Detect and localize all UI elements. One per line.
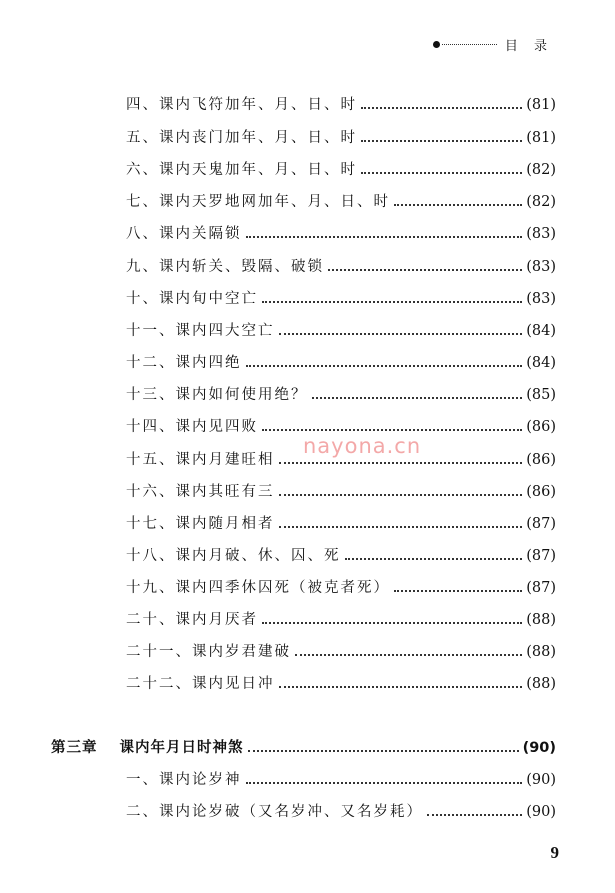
toc-entry[interactable] <box>126 351 556 372</box>
watermark: nayona.cn <box>303 434 422 458</box>
dot-leader <box>279 485 523 496</box>
entry-page: (90) <box>526 804 556 820</box>
entry-page: (86) <box>526 452 556 468</box>
entry-page: (87) <box>526 548 556 564</box>
entry-title: 十八、课内月破、休、囚、死 <box>126 548 341 564</box>
toc-entry[interactable] <box>126 800 556 821</box>
entry-page: (90) <box>526 772 556 788</box>
entry-title: 二十二、课内见日冲 <box>126 676 275 692</box>
entry-title: 六、课内天鬼加年、月、日、时 <box>126 162 357 178</box>
dot-leader <box>361 98 522 109</box>
dot-leader <box>361 131 522 142</box>
entry-title: 十四、课内见四败 <box>126 419 258 435</box>
entry-title: 二十、课内月厌者 <box>126 612 258 628</box>
entry-page: (88) <box>526 676 556 692</box>
entry-page: (86) <box>526 419 556 435</box>
toc-entry[interactable] <box>126 158 556 179</box>
dot-leader <box>246 356 523 367</box>
entry-page: (88) <box>526 612 556 628</box>
entry-page: (88) <box>526 644 556 660</box>
entry-page: (85) <box>526 387 556 403</box>
entry-title: 十、课内旬中空亡 <box>126 291 258 307</box>
dot-leader <box>312 388 523 399</box>
dot-leader <box>345 549 523 560</box>
dot-leader <box>361 163 522 174</box>
page-number: 9 <box>550 843 559 862</box>
bullet-dot-icon <box>433 41 440 48</box>
toc-entry[interactable] <box>126 768 556 789</box>
dot-leader <box>262 292 522 303</box>
entry-page: (83) <box>526 291 556 307</box>
toc-entry[interactable] <box>126 640 556 661</box>
toc-entry[interactable] <box>126 512 556 533</box>
toc-entry[interactable] <box>126 319 556 340</box>
chapter-page: (90) <box>522 740 556 756</box>
entry-page: (81) <box>526 97 556 113</box>
toc-entry[interactable] <box>126 255 556 276</box>
entry-page: (87) <box>526 516 556 532</box>
dot-leader <box>295 645 522 656</box>
toc-entry[interactable] <box>126 415 556 436</box>
dot-leader <box>246 227 523 238</box>
entry-title: 十二、课内四绝 <box>126 355 242 371</box>
entry-page: (83) <box>526 226 556 242</box>
header-rule <box>442 44 497 45</box>
header-title: 目 录 <box>504 39 553 54</box>
chapter-number: 第三章 <box>51 740 98 756</box>
entry-title: 十三、课内如何使用绝？ <box>126 387 308 403</box>
entry-page: (82) <box>526 194 556 210</box>
entry-title: 十九、课内四季休囚死（被克者死） <box>126 580 390 596</box>
running-header <box>433 35 553 54</box>
dot-leader <box>394 195 522 206</box>
dot-leader <box>328 260 522 271</box>
entry-title: 十六、课内其旺有三 <box>126 484 275 500</box>
toc-entry[interactable] <box>126 222 556 243</box>
entry-title: 二十一、课内岁君建破 <box>126 644 291 660</box>
toc-entry[interactable] <box>126 383 556 404</box>
entry-page: (86) <box>526 484 556 500</box>
toc-entry[interactable] <box>126 126 556 147</box>
entry-page: (81) <box>526 130 556 146</box>
dot-leader <box>262 613 522 624</box>
entry-title: 八、课内关隔锁 <box>126 226 242 242</box>
entry-page: (87) <box>526 580 556 596</box>
entry-page: (84) <box>526 355 556 371</box>
dot-leader <box>248 741 519 752</box>
toc-entry[interactable] <box>126 190 556 211</box>
entry-title: 十五、课内月建旺相 <box>126 452 275 468</box>
entry-title: 二、课内论岁破（又名岁冲、又名岁耗） <box>126 804 423 820</box>
entry-title: 五、课内丧门加年、月、日、时 <box>126 130 357 146</box>
entry-page: (82) <box>526 162 556 178</box>
entry-title: 七、课内天罗地网加年、月、日、时 <box>126 194 390 210</box>
entry-title: 四、课内飞符加年、月、日、时 <box>126 97 357 113</box>
toc-entry[interactable] <box>126 672 556 693</box>
chapter-title: 课内年月日时神煞 <box>119 740 244 756</box>
dot-leader <box>394 581 522 592</box>
entry-page: (83) <box>526 259 556 275</box>
dot-leader <box>246 773 523 784</box>
entry-title: 十七、课内随月相者 <box>126 516 275 532</box>
toc-entry[interactable] <box>126 576 556 597</box>
toc-entry[interactable] <box>126 608 556 629</box>
dot-leader <box>427 805 522 816</box>
dot-leader <box>262 420 522 431</box>
dot-leader <box>279 677 523 688</box>
entry-title: 十一、课内四大空亡 <box>126 323 275 339</box>
toc-entry[interactable] <box>126 93 556 114</box>
toc-entry[interactable] <box>126 480 556 501</box>
toc-entry[interactable] <box>126 287 556 308</box>
dot-leader <box>279 517 523 528</box>
chapter-heading[interactable] <box>51 736 556 757</box>
entry-title: 九、课内斩关、毁隔、破锁 <box>126 259 324 275</box>
dot-leader <box>279 324 523 335</box>
toc-entry[interactable] <box>126 544 556 565</box>
entry-title: 一、课内论岁神 <box>126 772 242 788</box>
entry-page: (84) <box>526 323 556 339</box>
